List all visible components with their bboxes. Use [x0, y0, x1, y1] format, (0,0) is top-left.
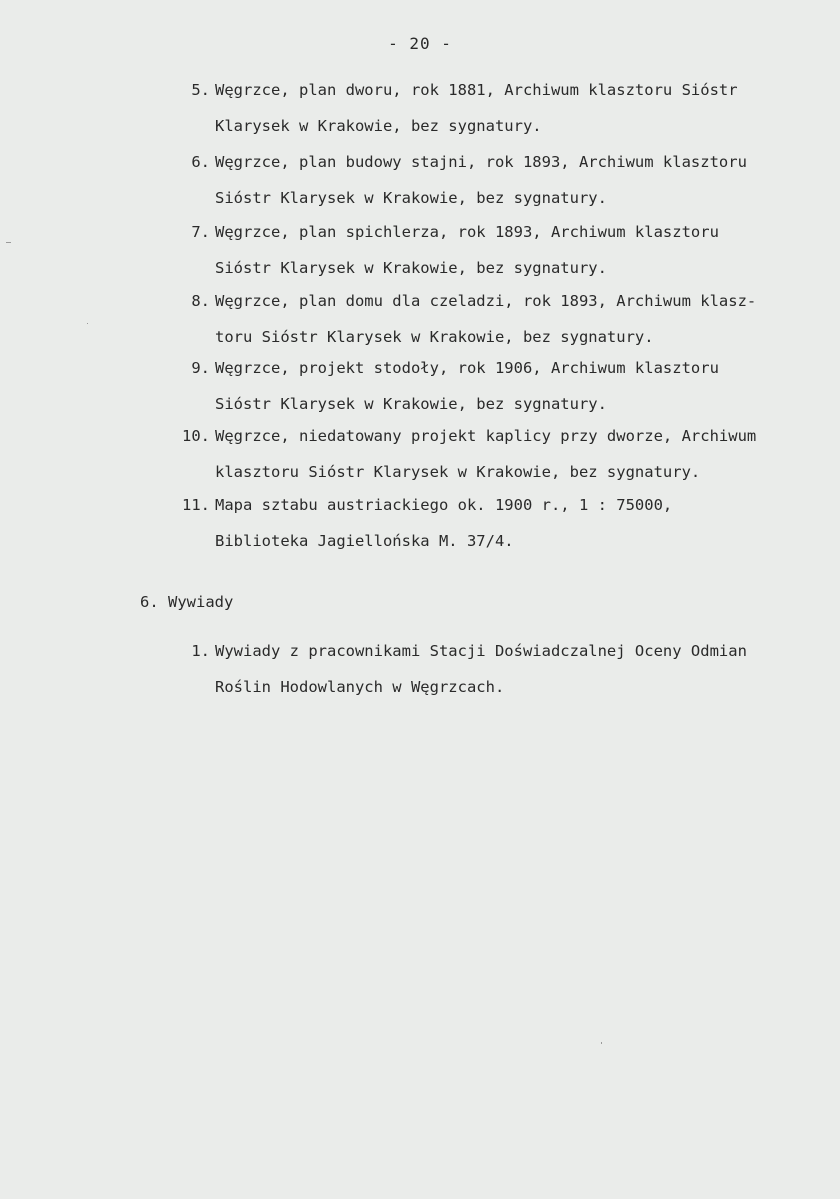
item-text-line2: Klarysek w Krakowie, bez sygnatury. — [215, 117, 542, 135]
item-number: 9. — [191, 359, 210, 377]
item-text-line2: Roślin Hodowlanych w Węgrzcach. — [215, 678, 505, 696]
item-number: 8. — [191, 292, 210, 310]
scan-mark — [601, 1042, 602, 1044]
item-text-line1: Węgrzce, plan dworu, rok 1881, Archiwum klasztoru Sióstr — [215, 81, 738, 99]
item-number: 7. — [191, 223, 210, 241]
item-text-line1: Węgrzce, plan domu dla czeladzi, rok 1893, Archiwum klasz- — [215, 292, 757, 310]
item-text-line2: toru Sióstr Klarysek w Krakowie, bez sygnatury. — [215, 328, 654, 346]
item-number: 1. — [191, 642, 210, 660]
scan-mark — [6, 242, 11, 243]
page-number: - 20 - — [388, 34, 452, 53]
item-text-line1: Węgrzce, plan spichlerza, rok 1893, Archiwum klasztoru — [215, 223, 719, 241]
section-heading: 6. Wywiady — [140, 593, 234, 611]
item-number: 6. — [191, 153, 210, 171]
item-text-line1: Wywiady z pracownikami Stacji Doświadczalnej Oceny Odmian — [215, 642, 747, 660]
item-text-line1: Węgrzce, plan budowy stajni, rok 1893, Archiwum klasztoru — [215, 153, 747, 171]
item-text-line2: Sióstr Klarysek w Krakowie, bez sygnatury. — [215, 395, 607, 413]
item-text-line1: Węgrzce, projekt stodoły, rok 1906, Archiwum klasztoru — [215, 359, 719, 377]
scan-mark — [87, 323, 88, 324]
item-text-line2: Biblioteka Jagiellońska M. 37/4. — [215, 532, 514, 550]
item-text-line2: Sióstr Klarysek w Krakowie, bez sygnatury. — [215, 189, 607, 207]
item-text-line2: Sióstr Klarysek w Krakowie, bez sygnatury. — [215, 259, 607, 277]
item-number: 10. — [182, 427, 210, 445]
item-text-line1: Węgrzce, niedatowany projekt kaplicy przy dworze, Archiwum — [215, 427, 757, 445]
item-number: 5. — [191, 81, 210, 99]
item-number: 11. — [182, 496, 210, 514]
item-text-line1: Mapa sztabu austriackiego ok. 1900 r., 1 : 75000, — [215, 496, 673, 514]
item-text-line2: klasztoru Sióstr Klarysek w Krakowie, bez sygnatury. — [215, 463, 701, 481]
